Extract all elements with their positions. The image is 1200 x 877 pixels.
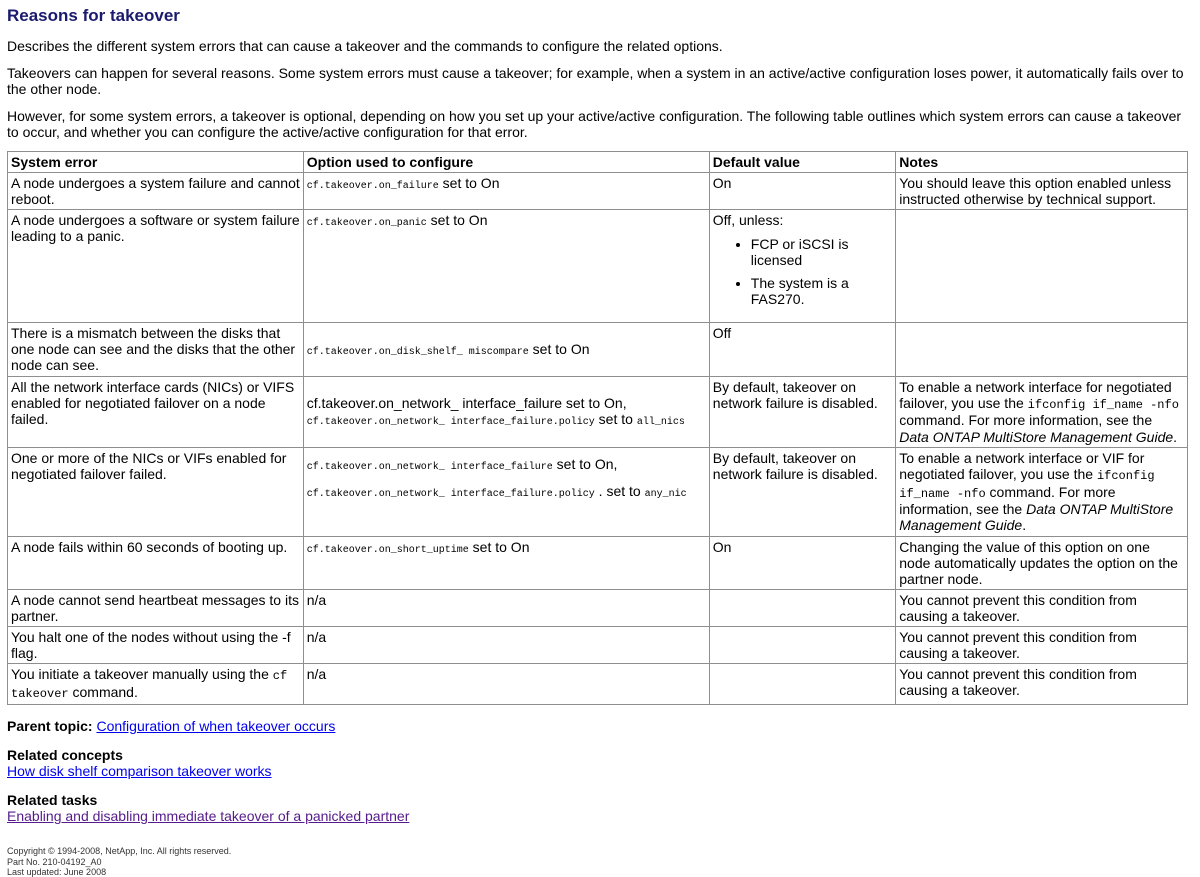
cell-option (303, 447, 709, 536)
parent-topic-label: Parent topic: (7, 717, 93, 734)
cell-option (303, 323, 709, 376)
notes-text: . (1173, 428, 1178, 445)
cell-option (303, 536, 709, 589)
cell-error: There is a mismatch between the disks that one node can see and the disks that the other node can see. (8, 323, 304, 376)
cell-option (303, 173, 709, 210)
list-item: • The system is a FAS270. (751, 275, 892, 307)
cell-default: On (709, 536, 895, 589)
cell-notes: You should leave this option enabled unless instructed otherwise by technical support. (896, 173, 1188, 210)
error-code: cf takeover (11, 669, 288, 701)
option-code: cf.takeover.on_network_ interface_failure (306, 461, 553, 473)
notes-text: . (1022, 517, 1027, 534)
takeover-reasons-table (7, 151, 1188, 705)
table-row (8, 173, 1188, 210)
related-task-link[interactable]: Enabling and disabling immediate takeover of a panicked partner (7, 808, 410, 825)
notes-guide-title: Data ONTAP MultiStore Management Guide (899, 501, 1174, 534)
option-code: cf.takeover.on_disk_shelf_ miscompare (306, 346, 529, 358)
parent-topic (7, 718, 1193, 734)
option-code: cf.takeover.on_network_ interface_failure.policy (306, 416, 595, 428)
option-code: cf.takeover.on_short_uptime (306, 544, 469, 556)
list-item: • FCP or iSCSI is licensed (751, 236, 892, 268)
table-row (8, 536, 1188, 589)
related-concepts (7, 747, 1193, 779)
cell-error: One or more of the NICs or VIFs enabled for negotiated failover failed. (8, 447, 304, 536)
header-default-value: Default value (709, 152, 895, 173)
cell-error: A node undergoes a software or system failure leading to a panic. (8, 210, 304, 323)
notes-guide-title: Data ONTAP MultiStore Management Guide (899, 428, 1174, 445)
cell-error: A node cannot send heartbeat messages to its partner. (8, 589, 304, 626)
notes-text: command. For more information, see the (899, 483, 1116, 518)
copyright-text: Copyright © 1994-2008, NetApp, Inc. All rights reserved. (7, 846, 232, 857)
cell-option: n/a (303, 664, 709, 705)
cell-notes (896, 210, 1188, 323)
cell-option: n/a (303, 589, 709, 626)
related-concepts-label: Related concepts (7, 746, 123, 763)
paragraph-1: Takeovers can happen for several reasons. Some system errors must cause a takeover; for example, when a system in an active/active configuration loses power, it automatically fails over to the other node. (7, 64, 1184, 97)
option-text: set to On (426, 212, 488, 229)
cell-default (709, 664, 895, 705)
option-text: . set to (594, 483, 645, 500)
header-system-error: System error (8, 152, 304, 173)
table-row (8, 664, 1188, 705)
cell-notes (896, 447, 1188, 536)
notes-text: command. For more information, see the (899, 412, 1153, 429)
option-value-code: all_nics (636, 416, 685, 428)
option-value-code: any_nic (644, 489, 687, 501)
cell-default: By default, takeover on network failure is disabled. (709, 376, 895, 447)
cell-error (8, 664, 304, 705)
notes-code: ifconfig if_name -nfo (899, 468, 1155, 501)
cell-default (709, 210, 895, 323)
cell-default: By default, takeover on network failure is disabled. (709, 447, 895, 536)
parent-topic-link[interactable]: Configuration of when takeover occurs (96, 717, 336, 734)
cell-option (303, 210, 709, 323)
header-notes: Notes (896, 152, 1188, 173)
option-text: set to On (438, 175, 500, 192)
related-concept-link[interactable]: How disk shelf comparison takeover works (7, 762, 272, 779)
cell-default: Off (709, 323, 895, 376)
page-title: Reasons for takeover (7, 6, 180, 25)
header-option: Option used to configure (303, 152, 709, 173)
table-row (8, 627, 1188, 664)
option-code: cf.takeover.on_panic (306, 218, 427, 230)
related-tasks-label: Related tasks (7, 792, 98, 809)
cell-error: You halt one of the nodes without using the -f flag. (8, 627, 304, 664)
table-row (8, 589, 1188, 626)
cell-error: A node fails within 60 seconds of booting up. (8, 536, 304, 589)
option-code: cf.takeover.on_failure (306, 181, 439, 193)
cell-option (303, 376, 709, 447)
paragraph-2: However, for some system errors, a takeover is optional, depending on how you set up your active/active configuration. The following table outlines which system errors can cause a takeover to occur, and whether you can configure the active/active configuration for that error. (7, 107, 1182, 140)
cell-notes: You cannot prevent this condition from causing a takeover. (896, 664, 1188, 705)
default-text: Off, unless: (712, 212, 784, 229)
table-row (8, 210, 1188, 323)
cell-notes: Changing the value of this option on one node automatically updates the option on the partner node. (896, 536, 1188, 589)
option-text: set to (594, 410, 637, 427)
error-text: command. (68, 683, 138, 700)
related-tasks (7, 792, 1193, 824)
cell-notes (896, 376, 1188, 447)
option-line: cf.takeover.on_network_ interface_failure set to On, (306, 394, 627, 411)
notes-text: To enable a network interface for negotiated failover, you use the (899, 378, 1172, 411)
table-row (8, 323, 1188, 376)
cell-option: n/a (303, 627, 709, 664)
table-row (8, 447, 1188, 536)
cell-default (709, 589, 895, 626)
cell-error: All the network interface cards (NICs) or VIFS enabled for negotiated failover on a node failed. (8, 376, 304, 447)
last-updated: Last updated: June 2008 (7, 866, 107, 877)
cell-default (709, 627, 895, 664)
option-text: set to On (468, 538, 530, 555)
option-code: cf.takeover.on_network_ interface_failure.policy (306, 489, 595, 501)
cell-error: A node undergoes a system failure and cannot reboot. (8, 173, 304, 210)
cell-notes (896, 323, 1188, 376)
notes-code: ifconfig if_name -nfo (1027, 397, 1179, 412)
table-row (8, 376, 1188, 447)
option-text: set to On, (552, 455, 618, 472)
cell-notes: You cannot prevent this condition from causing a takeover. (896, 589, 1188, 626)
default-conditions-list (713, 236, 892, 306)
cell-notes: You cannot prevent this condition from causing a takeover. (896, 627, 1188, 664)
error-text: You initiate a takeover manually using the (11, 666, 273, 683)
part-number: Part No. 210-04192_A0 (7, 856, 102, 867)
cell-default: On (709, 173, 895, 210)
notes-text: To enable a network interface or VIF for negotiated failover, you use the (899, 449, 1145, 482)
intro-paragraph: Describes the different system errors that can cause a takeover and the commands to configure the related options. (7, 37, 723, 54)
option-text: set to On (528, 340, 590, 357)
table-header-row (8, 152, 1188, 173)
